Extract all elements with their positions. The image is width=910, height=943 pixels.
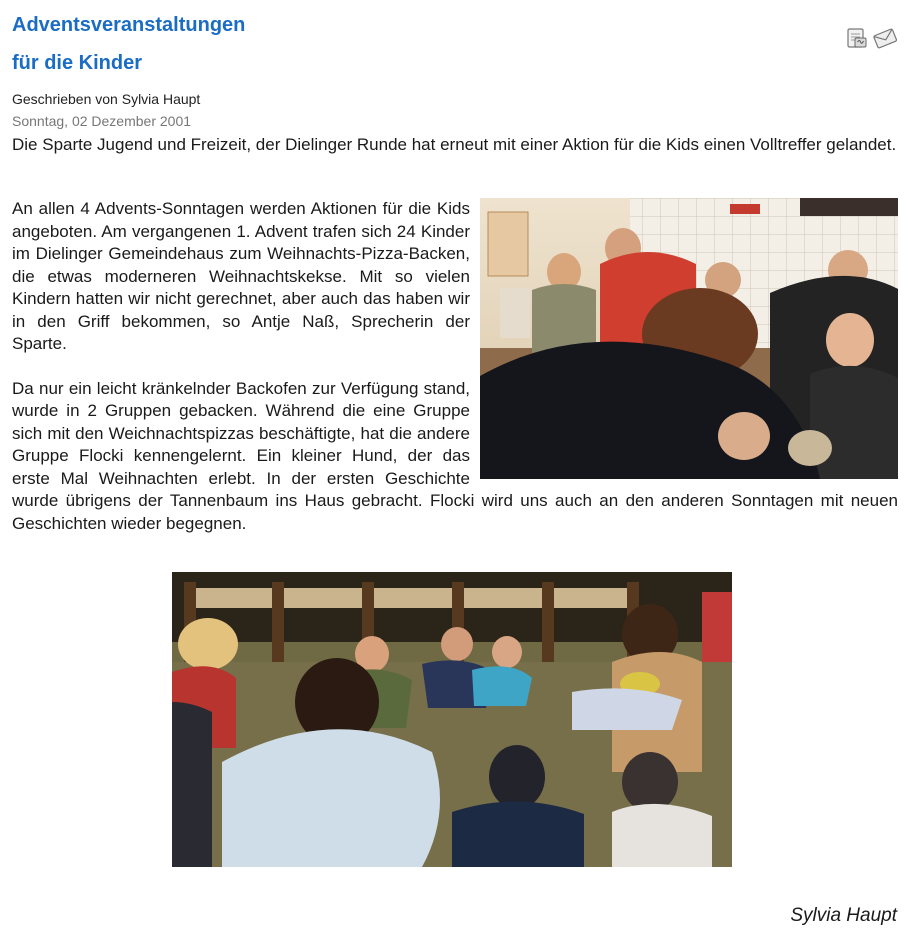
article-intro: Die Sparte Jugend und Freizeit, der Dielinger Runde hat erneut mit einer Aktion für die Kids einen Volltreffer gelandet. xyxy=(12,135,897,154)
email-icon[interactable] xyxy=(872,26,898,50)
story-circle-photo xyxy=(172,572,732,867)
article-date: Sonntag, 02 Dezember 2001 xyxy=(12,113,192,129)
article-header xyxy=(12,6,898,82)
article-title-line1: Adventsveranstaltungen xyxy=(12,14,246,36)
pdf-icon[interactable] xyxy=(844,26,870,50)
article-paragraph-2: Da nur ein leicht kränkelnder Backofen zur Verfügung stand, wurde in 2 Gruppen gebacken. Während die eine Gruppe sich mit den Weichnachtspizzas beschäftigte, hat die andere Gruppe Flocki kennengelernt. Ein kleiner Hund, der das erste Mal Weihnachten erlebt. In der ersten Geschichte wurde übrigens der Tannenbaum ins Haus gebracht. Flocki wird uns auch an den anderen Sonntagen mit neuen Geschichten wieder begegnen. xyxy=(12,378,898,533)
article-signature: Sylvia Haupt xyxy=(790,905,897,926)
article-body xyxy=(12,198,898,535)
kitchen-photo xyxy=(480,198,898,479)
article-actions xyxy=(844,26,898,50)
article-byline: Geschrieben von Sylvia Haupt xyxy=(12,91,201,107)
article-title-line2: für die Kinder xyxy=(12,52,143,74)
article-paragraph-1: An allen 4 Advents-Sonntagen werden Aktionen für die Kids angeboten. Am vergangenen 1. Advent trafen sich 24 Kinder im Dielinger Gemeindehaus zum Weihnachts-Pizza-Backen, die etwas moderneren Weihnachtskekse. Mit so vielen Kindern hatten wir nicht gerechnet, aber auch das haben wir in den Griff bekommen, so Antje Naß, Sprecherin der Sparte. xyxy=(12,199,470,353)
